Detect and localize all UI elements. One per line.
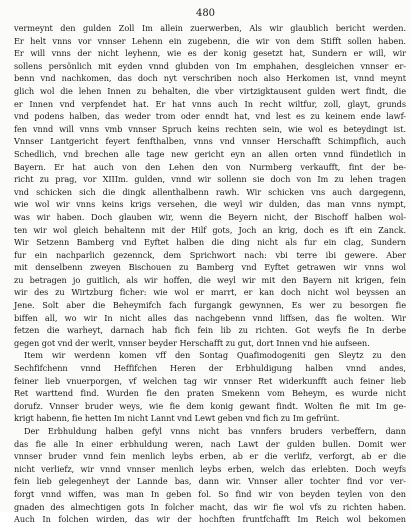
text-line: wir des zu Wirtzburg ficher: wie wol er marrt, er kan doch nicht wol beyssen an (14, 287, 406, 298)
text-line: gegen got vnd der werlt, vnnser beyder Herschafft zu gut, dort Innen vnd hie aufseen. (14, 337, 370, 348)
paragraph (14, 22, 406, 349)
text-line: benn vnd nachkomen, das doch nyt verschriben noch also Herkomen ist, vnnd meynt (14, 73, 406, 84)
text-line: vnd schicken sich die dingk allenthalbenn rawh. Wir schicken vns auch dargegenn, (14, 186, 406, 197)
text-line: gnaden des almechtigen gots In folcher macht, das wir fie wol vfs zu richten haben. (14, 501, 406, 512)
page-number: 480 (195, 8, 216, 19)
text-line: dorufz. Vnnser bruder weys, wie fie dem konig gewant findt. Wolten fie mit Im ge- (14, 400, 406, 411)
text-line: mit denselbenn zweyen Bischouen zu Bamberg vnd Eyftet getrawen wir vnns wol (14, 262, 406, 273)
text-line: sollens persönlich mit eyden vnnd glubden von Im emphahen, desgleichen vnnser er- (14, 60, 406, 71)
text-line: fein lieb gelegenheyt der Lannde bas, dann wir. Vnnser aller tochter find vor ver- (14, 476, 406, 487)
text-line: richt zu prag, vor XIIIm. gulden, vnnd wir sollenn sie doch von Im zu lehen tragen (14, 174, 406, 185)
text-line: Bayern. Er hat auch von den Lehen den von Nurmberg verkaufft, fint der be- (14, 161, 406, 172)
text-line: Schedlich, vnd brechen alle tage new gericht eyn an allen orten vnnd fündetlich in (14, 148, 406, 159)
text-line: Er helt vnns vor vnnser Lehenn ein zugebenn, die wir von dem Stifft sollen haben. (14, 35, 406, 46)
text-line: vnnser bruder vnnd fein menlich leybs erben, ab er die verlifz, verforgt, ab er die (14, 451, 406, 462)
text-line: Der Erbhuldung halben gefyl vnns nicht bas vnnfers bruders verbeffern, dann (24, 426, 406, 436)
text-line: vnd podens halben, das weder trom oder enndt hat, vnd lest es zu keinem ende lawf- (14, 111, 406, 122)
text-line: Jene. Solt aber die Beheymifch fach furgangk gewynnen, Es wer zu besorgen fie (14, 300, 406, 311)
text-line: Ret warttend find. Wurden fie den praten Smekenn vom Beheym, es wurde nicht (14, 388, 406, 399)
text-line: Er will vnns der nicht leyhenn, wie es der konig gesetzt hat, Sundern er will, wir (14, 48, 406, 59)
text-line: glich wol die lehen Innen zu behalten, die vber virtzigktausent gulden wert findt, die (14, 85, 406, 96)
text-line: wie wol wir vnns keins krigs versehen, die weyl wir dulden, das man vnns nympt, (14, 199, 406, 210)
text-line: was wir haben. Doch glauben wir, wenn die Beyern nicht, der Bischoff halben wol- (14, 211, 406, 222)
text-line: feiner lieb vnuerporgen, vf welchen tag wir vnnser Ret widerkunfft auch feiner lieb (14, 375, 406, 386)
text-line: Wir Setzenn Bamberg vnd Eyftet halben die ding nicht als fur ein clag, Sundern (14, 237, 406, 248)
text-line: Vnnser Lantgericht feyert fenfthalben, vnns vnd vnnser Herschafft Schimpflich, auch (14, 136, 406, 147)
text-line: das fie alle In einer erbhuldung weren, nach Lawt der gulden bullen. Domit wer (14, 438, 406, 449)
text-line: Item wir werdenn komen vff den Sontag Quafimodogeniti gen Sleytz zu den (24, 350, 406, 361)
text-line: krigt habenn, fie hetten Im nicht Lannt vnd Lewt geben vnd fich zu Im gefrünt. (14, 413, 340, 424)
body-text (14, 22, 406, 526)
text-line: forgt vnnd wiffen, was man In geben fol. So find wir von beyden teylen von den (14, 488, 406, 499)
text-line: zu betragen jo guitlich, als wir hoffen, die weyl wir mit den Bayern nit krigen, fein (14, 274, 406, 285)
text-line: er Innen vnd verpfendet hat. Er hat vnns auch In recht wiltfur, zoll, glayt, grunds (14, 98, 406, 109)
paragraph (14, 349, 406, 425)
text-line: Auch In folchen wirden, das wir der hochften fruntfchafft Im Reich wol bekomen (14, 514, 406, 525)
paragraph (14, 425, 406, 526)
text-line: ten wir wol gleich behaltenn mit der Hilf gots, Joch an krig, doch es ift ein Zanck. (14, 224, 406, 235)
text-line: fetzen die warheyt, darnach hab fich fein lib zu richten. Got weyfs fie In derbe (14, 325, 406, 336)
text-line: fur ein nachparlich gezennck, dem Sprichwort nach: vbi terre ibi gewere. Aber (14, 249, 406, 260)
text-line: vermeynt den gulden Zoll Im allein zuerwerben, Als wir glaublich bericht werden. (14, 23, 406, 33)
text-line: biffen all, wo wir In nicht alles das nachgebenn vnnd liffsen, das fie wolten. Wir (14, 312, 406, 323)
text-line: nicht verliefz, wir vnnd vnnser menlich leybs erben, welch das erlebten. Doch weyfs (14, 463, 406, 474)
text-line: fen vnnd will vnns vmb vnnser Spruch keins rechten sein, wie wol es beteydingt ist. (14, 123, 406, 134)
text-line: Sechfifchenn vnnd Heffifchen Heren der Erbhuldigung halben vnnd andes, (14, 363, 406, 374)
